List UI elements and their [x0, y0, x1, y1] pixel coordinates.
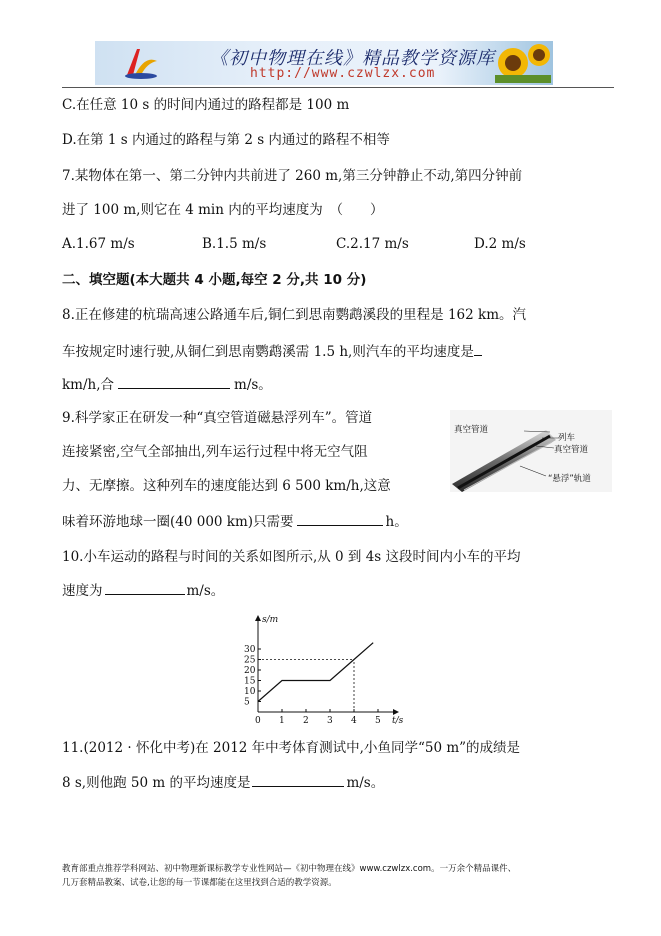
q10-line2-b: m/s。 [186, 583, 225, 599]
q11-line2-b: m/s。 [346, 775, 385, 791]
q8-blank-1 [474, 341, 482, 356]
q8-line3-b: m/s。 [234, 377, 272, 393]
y-tick-label: 20 [244, 666, 256, 676]
q7-option-a: A.1.67 m/s [62, 236, 135, 252]
q9-line4 [62, 511, 408, 532]
q9-line1: 9.科学家正在研发一种“真空管道磁悬浮列车”。管道 [62, 410, 373, 426]
q11-line2-a: 8 s,则他跑 50 m 的平均速度是 [62, 775, 251, 791]
x-tick-label: 0 [255, 716, 261, 724]
x-tick-label: 5 [375, 716, 381, 724]
q6-option-d: D.在第 1 s 内通过的路程与第 2 s 内通过的路程不相等 [62, 132, 390, 148]
y-tick-label: 15 [244, 676, 256, 687]
q11-blank [252, 772, 344, 787]
q6-option-c: C.在任意 10 s 的时间内通过的路程都是 100 m [62, 97, 350, 113]
y-axis-label: s/m [262, 615, 279, 625]
series-line [258, 643, 373, 702]
y-tick-label: 25 [244, 655, 256, 666]
q10-line1: 10.小车运动的路程与时间的关系如图所示,从 0 到 4s 这段时间内小车的平均 [62, 549, 521, 565]
q11-line1: 11.(2012 · 怀化中考)在 2012 年中考体育测试中,小鱼同学“50 m”的成绩是 [62, 740, 521, 756]
q8-line3 [62, 374, 272, 395]
q8-blank-2 [118, 374, 230, 389]
q8-line3-a: km/h,合 [62, 377, 115, 393]
banner-url[interactable]: http://www.czwlzx.com [250, 66, 436, 81]
q7-line2: 进了 100 m,则它在 4 min 内的平均速度为 （ ） [62, 202, 384, 218]
header-banner [95, 41, 553, 85]
x-tick-label: 3 [327, 716, 333, 724]
site-logo-icon [123, 45, 159, 81]
fig-label-train: 列车 [558, 433, 576, 443]
distance-time-graph [238, 612, 418, 724]
x-axis-label: t/s [392, 716, 404, 724]
q9-line3: 力、无摩擦。这种列车的速度能达到 6 500 km/h,这意 [62, 478, 391, 494]
header-rule [62, 87, 614, 88]
q9-line2: 连接紧密,空气全部抽出,列车运行过程中将无空气阻 [62, 444, 368, 460]
y-tick-label: 30 [244, 645, 256, 655]
q7-option-c: C.2.17 m/s [336, 236, 409, 252]
q11-line2 [62, 772, 384, 793]
x-tick-label: 2 [303, 716, 309, 724]
fig-label-tube: 真空管道 [554, 445, 589, 455]
footer-line2: 几万套精品教案、试卷,让您的每一节课都能在这里找到合适的教学资源。 [62, 878, 337, 888]
maglev-tube-figure [450, 410, 612, 492]
x-tick-label: 1 [279, 716, 285, 724]
q7-option-d: D.2 m/s [474, 236, 526, 252]
q8-line1: 8.正在修建的杭瑞高速公路通车后,铜仁到思南鹦鹉溪段的里程是 162 km。汽 [62, 307, 527, 323]
footer-line1: 教育部重点推荐学科网站、初中物理新课标教学专业性网站—《初中物理在线》www.czwlzx.com。一万余个精品课件、 [62, 864, 517, 874]
fig-label-tube-top: 真空管道 [454, 425, 489, 435]
q9-line4-b: h。 [385, 514, 408, 530]
footer [62, 862, 622, 890]
q10-line2-a: 速度为 [62, 583, 103, 599]
sunflower-icon [495, 43, 551, 83]
fig-label-track: “悬浮”轨道 [548, 474, 591, 484]
banner-title: 《初中物理在线》精品教学资源库 [210, 48, 495, 69]
q9-line4-a: 味着环游地球一圈(40 000 km)只需要 [62, 514, 294, 530]
y-tick-label: 10 [244, 687, 256, 697]
q10-line2 [62, 580, 224, 601]
x-tick-label: 4 [351, 716, 357, 724]
y-tick-label: 5 [244, 697, 250, 708]
q8-line2 [62, 341, 482, 362]
q7-line1: 7.某物体在第一、第二分钟内共前进了 260 m,第三分钟静止不动,第四分钟前 [62, 168, 523, 184]
q10-blank [105, 580, 185, 595]
q9-blank [297, 511, 383, 526]
q8-line2-text: 车按规定时速行驶,从铜仁到思南鹦鹉溪需 1.5 h,则汽车的平均速度是 [62, 344, 474, 360]
section-heading: 二、填空题(本大题共 4 小题,每空 2 分,共 10 分) [62, 272, 367, 288]
q7-option-b: B.1.5 m/s [202, 236, 267, 252]
